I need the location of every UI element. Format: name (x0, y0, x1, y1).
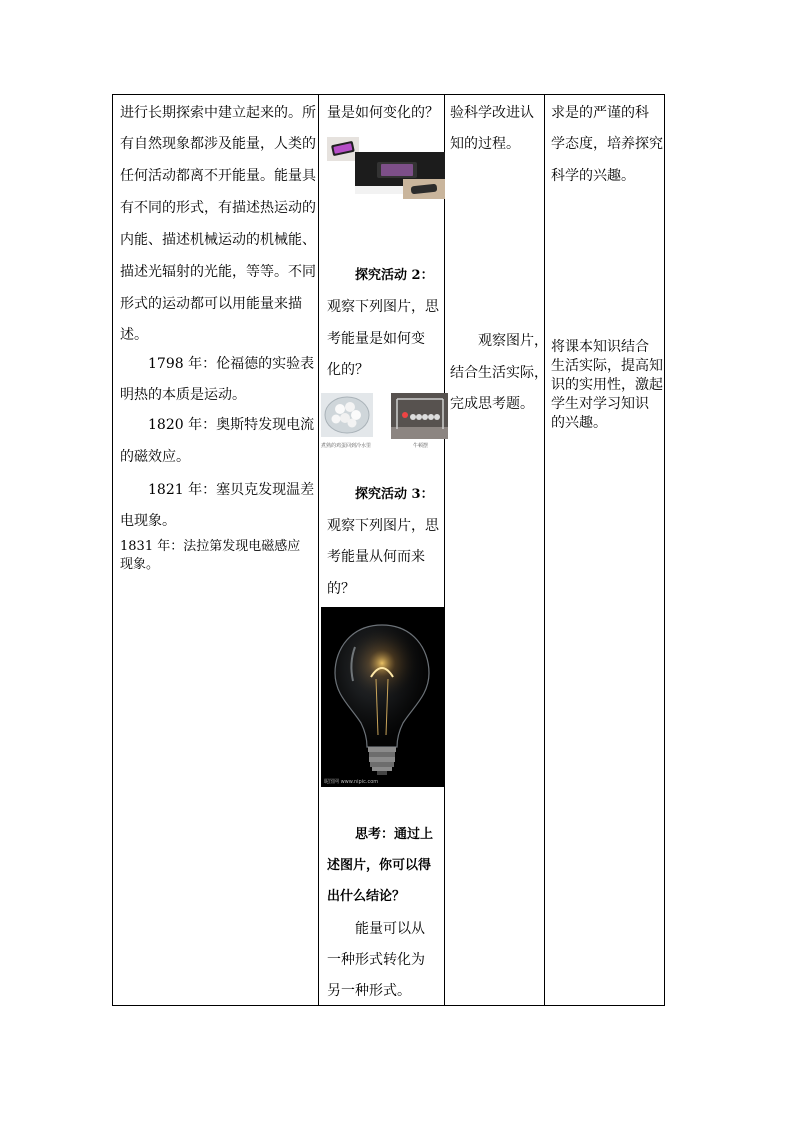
charging-pad-image (403, 179, 445, 199)
answer-line: 另一种形式。 (327, 983, 411, 999)
intent-line: 科学的兴趣。 (551, 168, 635, 184)
intent-line: 将课本知识结合 (551, 339, 649, 355)
intent-line: 学生对学习知识 (551, 396, 649, 412)
content-line: 任何活动都离不开能量。能量具 (120, 168, 316, 184)
history-line: 1820 年：奥斯特发现电流 (148, 417, 315, 433)
intent-line: 的兴趣。 (551, 415, 607, 431)
history-line: 现象。 (120, 557, 160, 572)
content-line: 内能、描述机械运动的机械能、 (120, 232, 316, 248)
activity2-title: 探究活动 2： (355, 268, 434, 283)
student-line: 验科学改进认 (450, 105, 534, 121)
student-line: 完成思考题。 (450, 396, 534, 412)
student-line: 观察图片， (478, 333, 548, 349)
eggs-caption: 煮熟的鸡蛋回到冷水里 (321, 443, 372, 449)
activity2-line: 化的？ (327, 362, 369, 378)
student-line: 结合生活实际， (450, 365, 548, 381)
design-intent-column (545, 95, 665, 1005)
content-column (113, 95, 318, 1005)
intent-line: 生活实际，提高知 (551, 358, 663, 374)
answer-line: 能量可以从 (355, 921, 425, 937)
content-line: 形式的运动都可以用能量来描 (120, 296, 302, 312)
activity3-line: 考能量从何而来 (327, 549, 425, 565)
history-line: 1821 年：塞贝克发现温差 (148, 482, 315, 498)
content-line: 描述光辐射的光能，等等。不同 (120, 264, 316, 280)
activity3-title: 探究活动 3： (355, 487, 434, 502)
lesson-table (112, 94, 665, 1006)
light-bulb-image (321, 607, 444, 787)
activity3-line: 的？ (327, 581, 355, 597)
answer-line: 一种形式转化为 (327, 952, 425, 968)
content-line: 有不同的形式，有描述热运动的 (120, 200, 316, 216)
content-line: 述。 (120, 327, 148, 343)
activity2-line: 观察下列图片，思 (327, 299, 439, 315)
history-line: 电现象。 (120, 513, 176, 529)
eggs-in-water-image (321, 393, 373, 437)
activity2-line: 考能量是如何变 (327, 331, 425, 347)
watermark: 昵图网 www.nipic.com (324, 779, 379, 785)
content-line: 进行长期探索中建立起来的。所 (120, 105, 316, 121)
intent-line: 求是的严谨的科 (551, 105, 649, 121)
student-activity-column (445, 95, 548, 1005)
think-line: 思考：通过上 (355, 827, 434, 842)
history-line: 1831 年：法拉第发现电磁感应 (120, 539, 301, 554)
think-line: 出什么结论？ (327, 889, 406, 904)
student-line: 知的过程。 (450, 136, 520, 152)
activity-column (319, 95, 444, 1005)
history-line: 1798 年：伦福德的实验表 (148, 356, 315, 372)
activity-line: 量是如何变化的？ (327, 105, 439, 121)
content-line: 有自然现象都涉及能量，人类的 (120, 136, 316, 152)
history-line: 明热的本质是运动。 (120, 387, 246, 403)
history-line: 的磁效应。 (120, 449, 190, 465)
activity3-line: 观察下列图片，思 (327, 518, 439, 534)
cradle-caption: 牛顿摆 (413, 443, 429, 449)
intent-line: 识的实用性，激起 (551, 377, 663, 393)
newtons-cradle-image (391, 393, 448, 439)
think-line: 述图片，你可以得 (327, 858, 432, 873)
intent-line: 学态度，培养探究 (551, 136, 663, 152)
